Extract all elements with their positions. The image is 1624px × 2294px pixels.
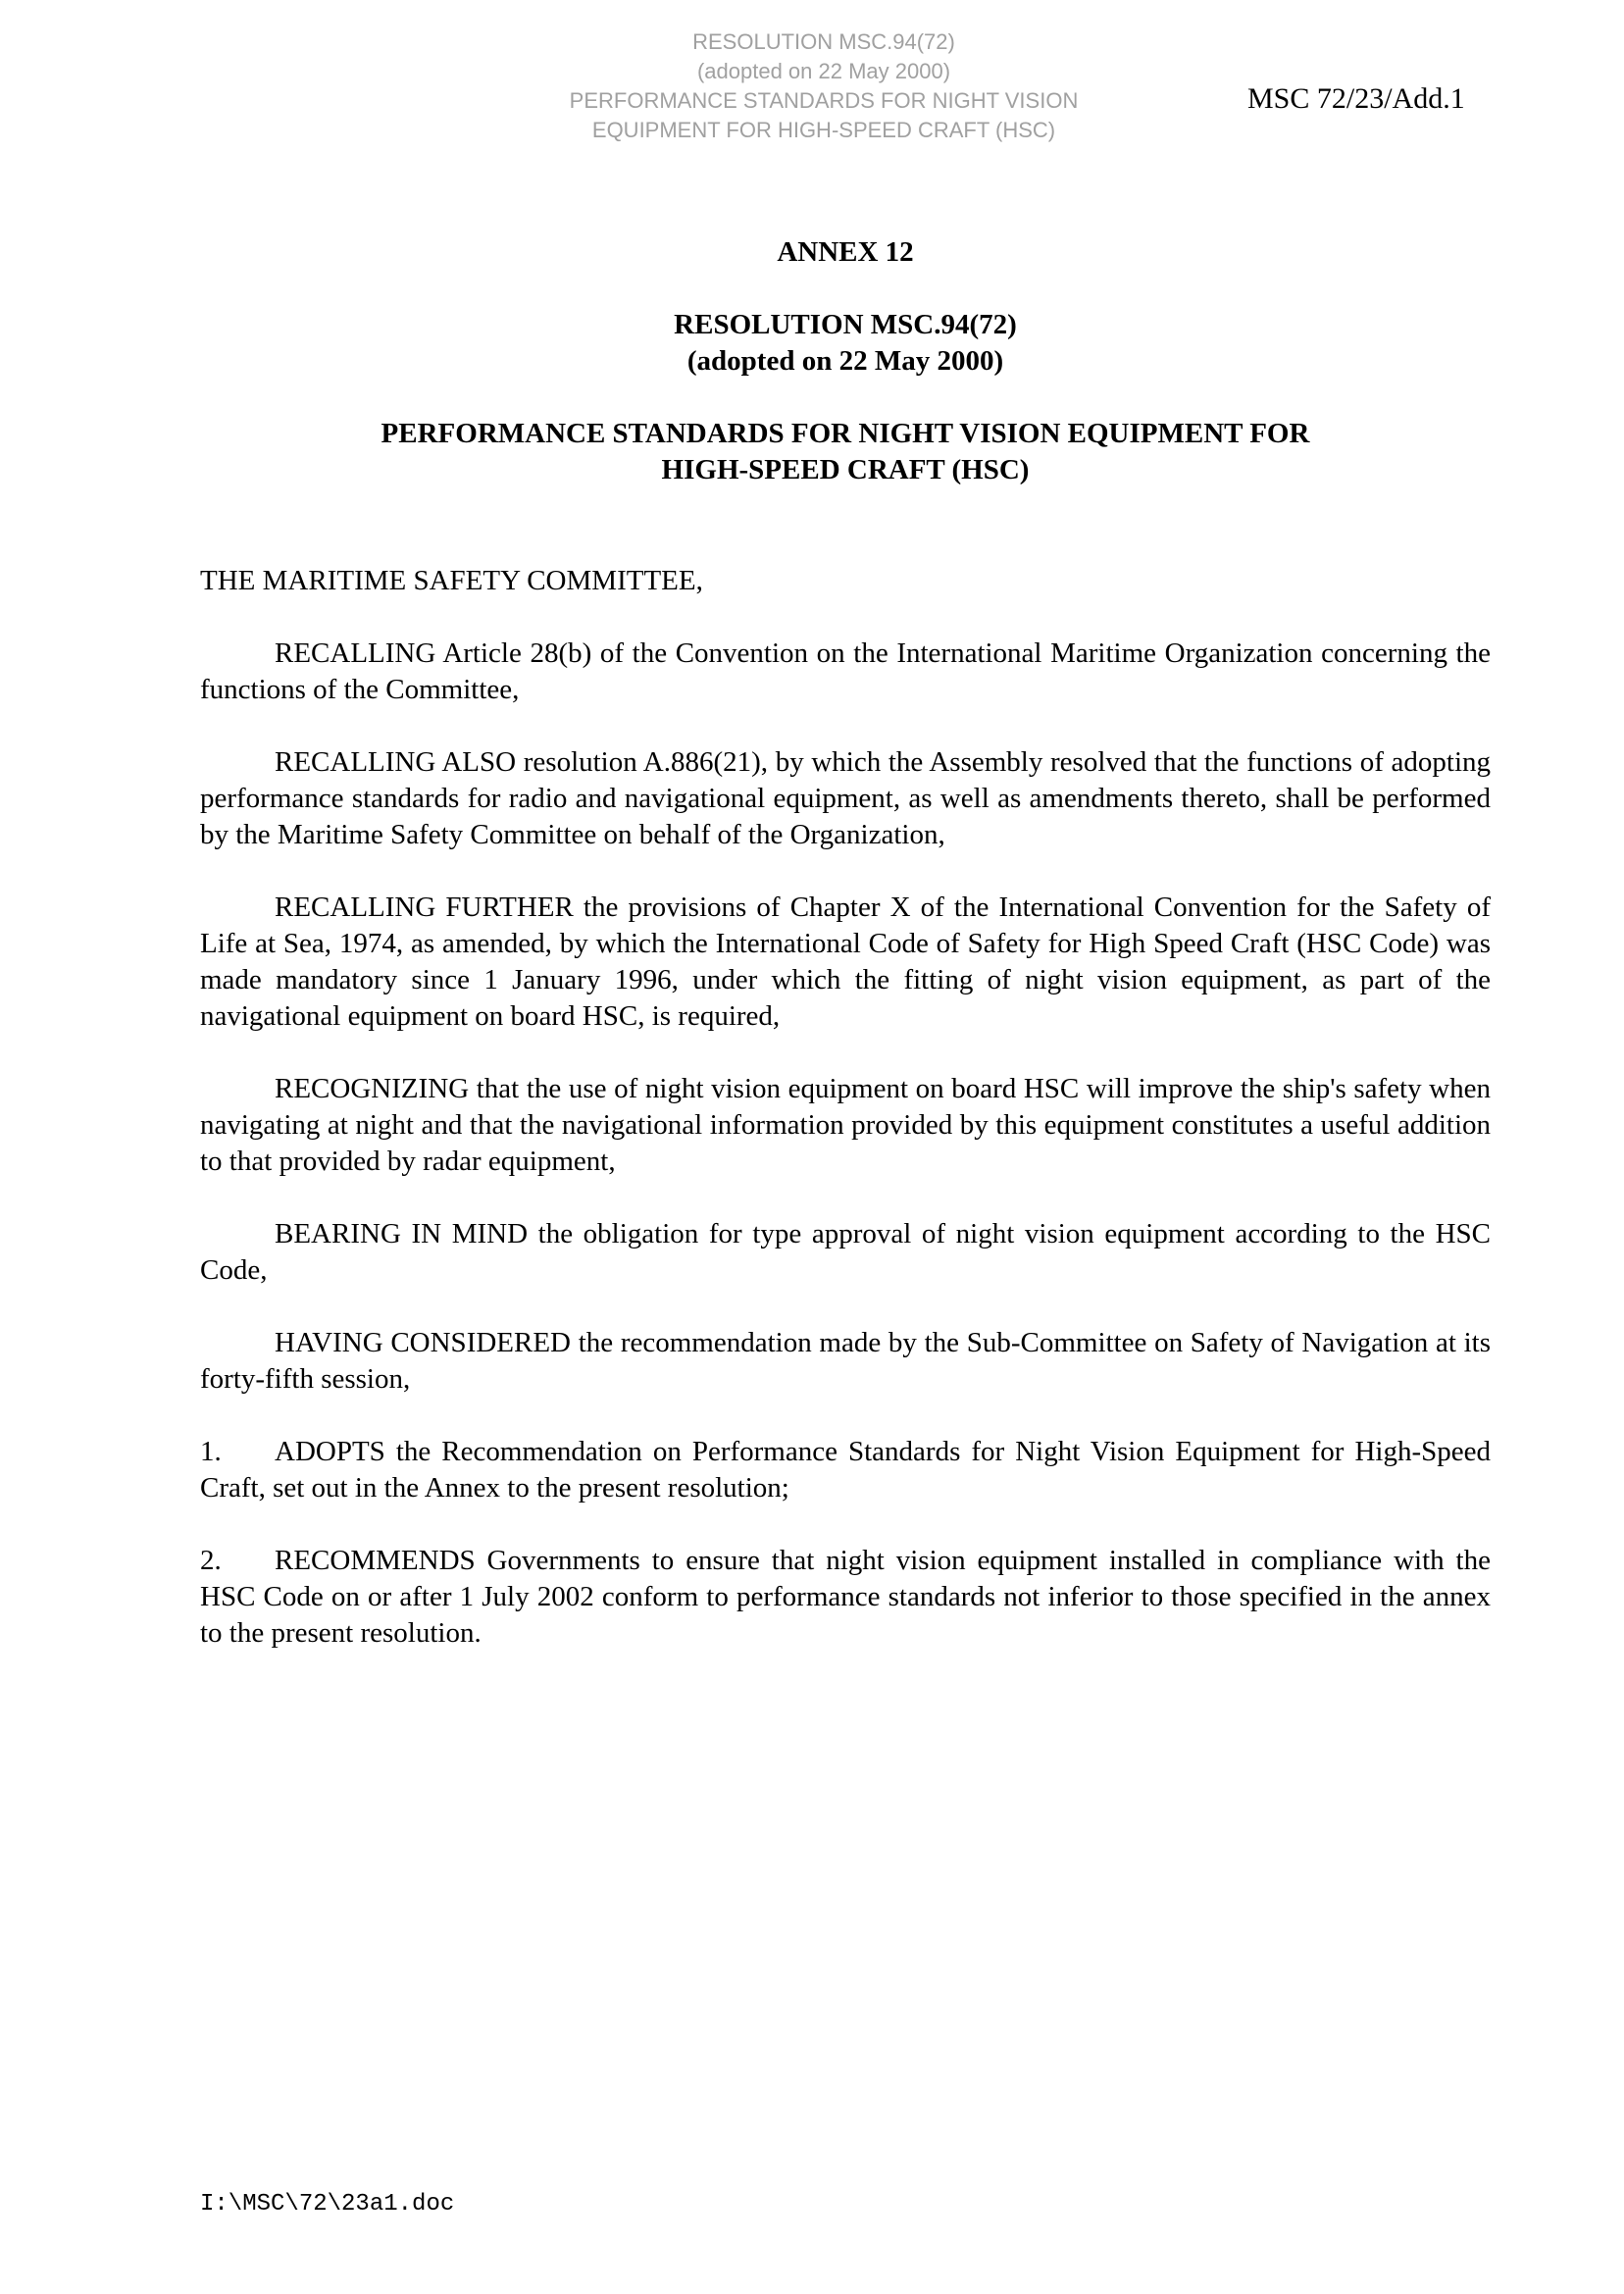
paragraph-text: RECALLING Article 28(b) of the Convention on the International Maritime Organization concerning the functions of the Committee, [200, 637, 1491, 705]
preamble-paragraph [200, 744, 1491, 853]
preamble-paragraph [200, 890, 1491, 1035]
watermark-line: (adopted on 22 May 2000) [696, 59, 951, 83]
operative-paragraph [200, 1543, 1491, 1652]
committee-line [200, 563, 1491, 599]
resolution-heading [200, 307, 1491, 380]
paragraph-text: RECOGNIZING that the use of night vision equipment on board HSC will improve the ship's safety when navigating at night and that the navigational information provided by this equipment constitutes a useful addition to that provided by radar equipment, [200, 1073, 1491, 1177]
watermark-line: RESOLUTION MSC.94(72) [692, 29, 955, 54]
paragraph-number: 1. [200, 1436, 222, 1467]
subject-line: HIGH-SPEED CRAFT (HSC) [661, 454, 1030, 485]
subject-heading [200, 416, 1491, 488]
paragraph-text: HAVING CONSIDERED the recommendation made by the Sub-Committee on Safety of Navigation at its forty-fifth session, [200, 1327, 1491, 1395]
subject-line: PERFORMANCE STANDARDS FOR NIGHT VISION EQUIPMENT FOR [381, 418, 1310, 449]
numbered-paragraph [200, 1543, 1491, 1652]
committee-text: THE MARITIME SAFETY COMMITTEE, [200, 565, 703, 596]
preamble-paragraph [200, 636, 1491, 708]
header-watermark [490, 27, 1157, 145]
operative-paragraph [200, 1434, 1491, 1506]
adoption-date: (adopted on 22 May 2000) [686, 345, 1004, 377]
resolution-title: RESOLUTION MSC.94(72) [674, 309, 1017, 340]
document-reference: MSC 72/23/Add.1 [1247, 82, 1465, 115]
paragraph-number: 2. [200, 1545, 222, 1576]
paragraph-text: RECALLING ALSO resolution A.886(21), by which the Assembly resolved that the functions of adopting performance standards for radio and navigational equipment, as well as amendments thereto, shall be performed by the Maritime Safety Committee on behalf of the Organization, [200, 746, 1491, 850]
preamble-paragraph [200, 1325, 1491, 1398]
preamble-paragraph [200, 1071, 1491, 1180]
annex-title: ANNEX 12 [777, 236, 914, 268]
paragraph-text: RECOMMENDS Governments to ensure that night vision equipment installed in compliance with the HSC Code on or after 1 July 2002 conform to performance standards not inferior to those specified in the annex to the present resolution. [200, 1545, 1491, 1649]
watermark-line: EQUIPMENT FOR HIGH-SPEED CRAFT (HSC) [591, 118, 1056, 142]
paragraph-text: RECALLING FURTHER the provisions of Chapter X of the International Convention for the Safety of Life at Sea, 1974, as amended, by which the International Code of Safety for High Speed Craft (HSC Code) was made mandatory since 1 January 1996, under which the fitting of night vision equipment, as part of the navigational equipment on board HSC, is required, [200, 892, 1491, 1032]
paragraph-text: ADOPTS the Recommendation on Performance Standards for Night Vision Equipment for High-Speed Craft, set out in the Annex to the present resolution; [200, 1436, 1491, 1504]
footer-file-path: I:\MSC\72\23a1.doc [200, 2191, 455, 2218]
preamble-paragraph [200, 1216, 1491, 1289]
paragraph-text: BEARING IN MIND the obligation for type approval of night vision equipment according to the HSC Code, [200, 1218, 1491, 1286]
annex-heading [200, 234, 1491, 271]
watermark-line: PERFORMANCE STANDARDS FOR NIGHT VISION [569, 88, 1079, 113]
numbered-paragraph [200, 1434, 1491, 1506]
